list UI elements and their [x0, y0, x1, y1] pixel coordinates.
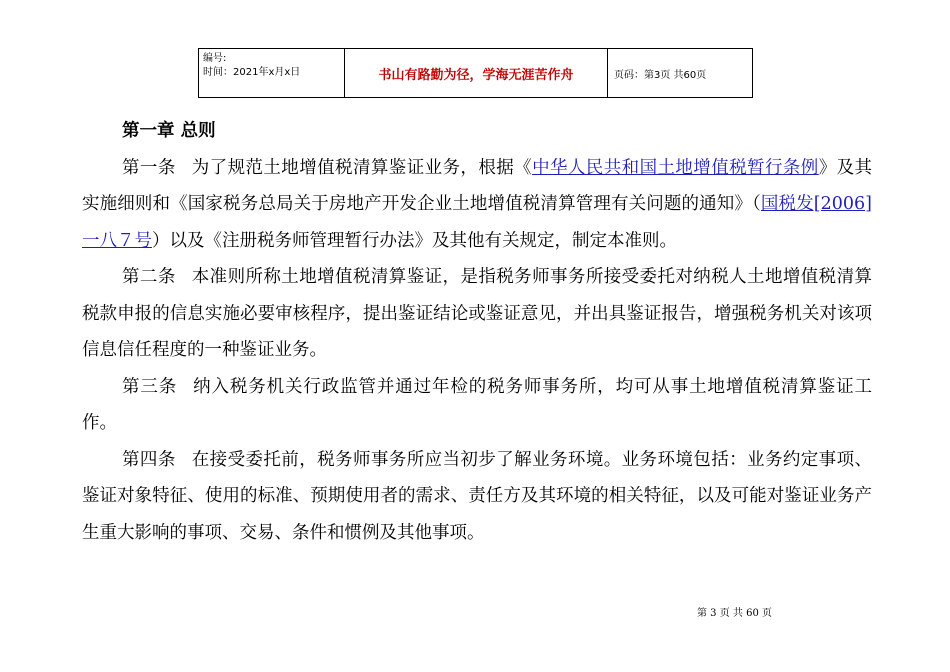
circular-link[interactable]: 国税发[2006]一八７号 [82, 194, 872, 251]
article-text: 纳入税务机关行政监管并通过年检的税务师事务所，均可从事土地增值税清算鉴证工作。 [82, 376, 873, 433]
number-label: 编号: [203, 53, 227, 64]
article-text: 本准则所称土地增值税清算鉴证，是指税务师事务所接受委托对纳税人土地增值税清算税款申报的信息实施必要审核程序，提出鉴证结论或鉴证意见，并出具鉴证报告，增强税务机关对该项信息信任程度的一种鉴证业务。 [82, 267, 873, 360]
article-title: 第一条 [122, 157, 176, 178]
article-text: ）以及《注册税务师管理暂行办法》及其他有关规定，制定本准则。 [152, 230, 677, 251]
article-title: 第二条 [122, 267, 176, 287]
article-text: 》及其实施细则和《国家税务总局关于房地产开发企业土地增值税清算管理有关问题的通知》（ [82, 157, 873, 214]
chapter-title: 第一章 总则 [122, 121, 216, 141]
motto: 书山有路勤为径，学海无涯苦作舟 [345, 49, 608, 98]
article-4 [82, 442, 872, 552]
article-title: 第三条 [122, 376, 178, 397]
header-meta-cell [199, 49, 345, 98]
page-footer: 第 3 页 共 60 页 [697, 608, 772, 619]
page-info: 页码：第3页 共60页 [608, 49, 753, 98]
article-text: 为了规范土地增值税清算鉴证业务，根据《 [191, 157, 533, 178]
regulation-link[interactable]: 中华人民共和国土地增值税暂行条例 [532, 157, 819, 178]
article-3 [82, 369, 872, 442]
document-body [82, 113, 872, 551]
document-header [198, 48, 753, 98]
article-1 [82, 150, 872, 260]
article-text: 在接受委托前，税务师事务所应当初步了解业务环境。业务环境包括：业务约定事项、鉴证对象特征、使用的标准、预期使用者的需求、责任方及其环境的相关特征，以及可能对鉴证业务产生重大影响的事项、交易、条件和惯例及其他事项。 [82, 449, 873, 543]
time-label: 时间：2021年x月x日 [203, 67, 301, 78]
article-title: 第四条 [122, 449, 176, 470]
article-2 [82, 259, 872, 369]
